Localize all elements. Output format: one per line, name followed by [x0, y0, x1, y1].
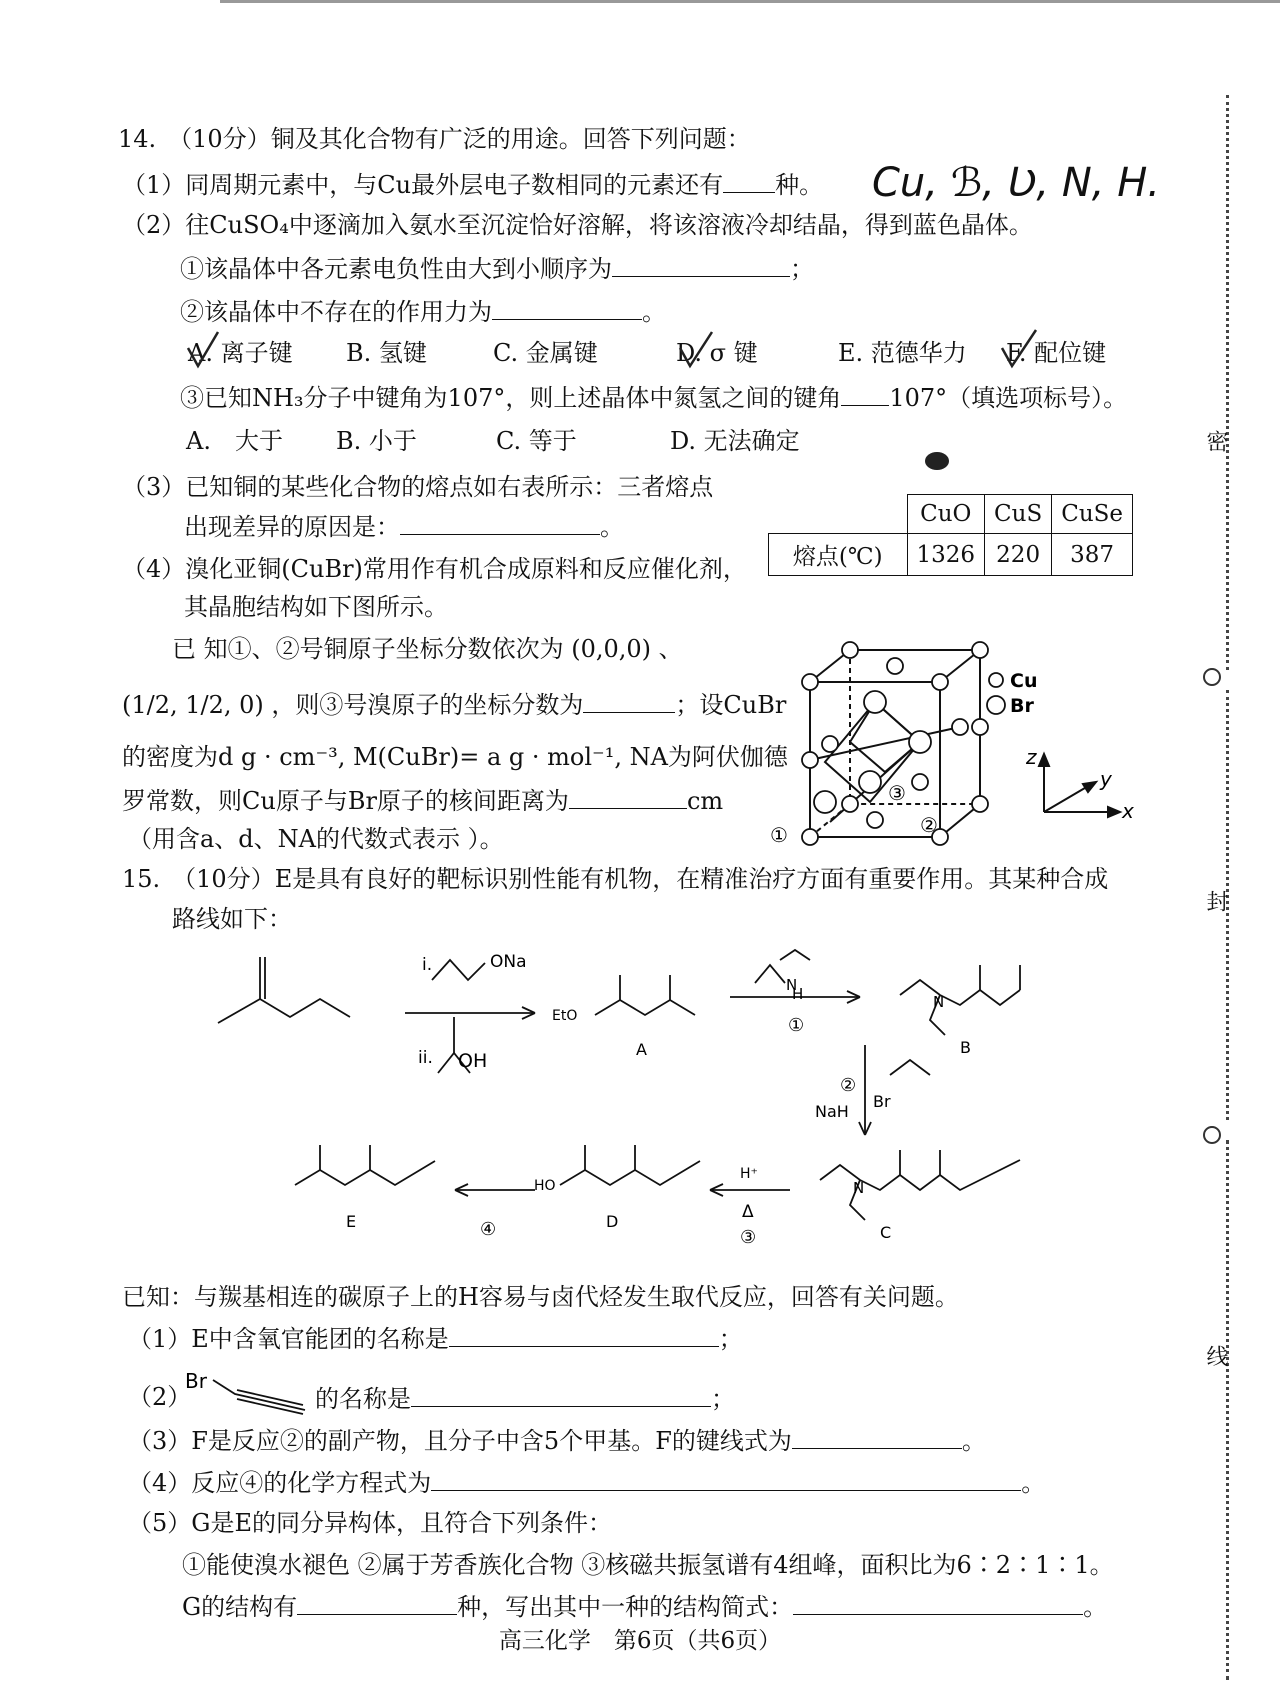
q14-part3-tail: 。 [600, 513, 624, 541]
option-a-ionic[interactable]: A. 离子键 [188, 339, 293, 367]
binding-label-feng: 封 [1203, 890, 1228, 912]
q14-part1-blank[interactable] [723, 170, 775, 193]
cell-label-1: ① [770, 823, 788, 847]
page-footer: 高三化学 第6页（共6页） [498, 1628, 782, 1654]
axis-z: z [1026, 745, 1037, 769]
legend-br: Br [1010, 695, 1034, 717]
table-header-cuo: CuO [907, 495, 985, 534]
q14-part4-dist-blank[interactable] [569, 786, 687, 809]
q15-sub5-g [182, 1592, 1107, 1622]
q15-sub1-tail: ； [718, 1325, 743, 1353]
q15-sub3-tail: 。 [961, 1427, 986, 1455]
q15-sub2-blank[interactable] [411, 1384, 711, 1407]
table-cell-cus: 220 [985, 534, 1052, 576]
binding-line-segment [1226, 95, 1229, 670]
q15-sub2-rest [315, 1384, 735, 1414]
q15-sub2-tail: ； [711, 1385, 735, 1413]
q14-part1 [122, 170, 823, 200]
option-f-coordinate[interactable]: F. 配位键 [1006, 339, 1107, 367]
binding-line-segment [1226, 1140, 1229, 1680]
q15-sub1-text: （1）E中含氧官能团的名称是 [128, 1325, 449, 1353]
melting-point-table [768, 494, 1133, 576]
binding-label-xian: 线 [1203, 1345, 1228, 1367]
axis-x: x [1122, 799, 1134, 823]
q14-part2-1-tail: ； [790, 255, 814, 283]
q15-sub1-blank[interactable] [449, 1324, 719, 1347]
q14-part4-coord-tail: ；设CuBr [675, 691, 787, 719]
binding-hole [1203, 1126, 1221, 1144]
q15-sub2-num: （2） [128, 1383, 192, 1411]
option-d-sigma[interactable]: D. σ 键 [676, 339, 758, 367]
reagent-ona: ONa [490, 952, 527, 972]
q15-sub5-g-text: G的结构有 [182, 1593, 298, 1621]
q14-part1-tail: 种。 [775, 171, 824, 199]
compound-a-label: A [636, 1040, 647, 1059]
q14-part2-3-tail: 107°（填选项标号）。 [889, 384, 1128, 412]
q15-sub5-structure-blank[interactable] [793, 1592, 1083, 1615]
axis-y: y [1100, 767, 1112, 791]
label-n-b: N [933, 993, 945, 1011]
q14-part4-line7: （用含a、d、NA的代数式表示 ）。 [128, 825, 504, 853]
binding-label-mi: 密 [1203, 430, 1228, 452]
step-3-heat: Δ [742, 1202, 754, 1222]
q14-part4-dist-tail: cm [686, 787, 724, 815]
table-header-cuse: CuSe [1052, 495, 1133, 534]
q14-part4-line4 [122, 690, 786, 720]
option-b-less[interactable]: B. 小于 [336, 427, 417, 455]
q14-part2-3 [180, 383, 1127, 413]
compound-c-label: C [880, 1223, 892, 1242]
table-row-label: 熔点(℃) [769, 534, 908, 576]
option-e-vdw[interactable]: E. 范德华力 [838, 339, 967, 367]
reagent-i: i. [422, 955, 433, 975]
q15-sub2-text: 的名称是 [315, 1385, 411, 1413]
reagent-oh: OH [458, 1050, 488, 1072]
q15-sub4-text: （4）反应④的化学方程式为 [128, 1469, 432, 1497]
handwritten-note-elements: Cu, ℬ, Ʋ, N, H. [872, 160, 1160, 206]
cell-label-3: ③ [888, 781, 906, 805]
option-c-metallic[interactable]: C. 金属键 [493, 339, 598, 367]
q14-part4-line1: （4）溴化亚铜(CuBr)常用作有机合成原料和反应催化剂， [122, 555, 747, 583]
q14-part4-line2: 其晶胞结构如下图所示。 [184, 593, 448, 621]
step-1: ① [788, 1015, 805, 1036]
q15-sub1 [128, 1324, 743, 1354]
q15-title: 15. （10分）E是具有良好的靶标识别性能有机物，在精准治疗方面有重要作用。其某种合成 [122, 865, 1109, 893]
q15-sub4-tail: 。 [1021, 1469, 1046, 1497]
legend-cu: Cu [1010, 670, 1038, 692]
compound-e-label: E [346, 1212, 357, 1231]
q15-sub2 [128, 1384, 191, 1412]
q15-sub4-blank[interactable] [431, 1468, 1021, 1491]
table-header-row [769, 495, 1133, 534]
label-h-reagent: H [792, 985, 804, 1003]
q14-title: 14. （10分）铜及其化合物有广泛的用途。回答下列问题： [118, 125, 751, 153]
option-d-unknown[interactable]: D. 无法确定 [670, 427, 800, 455]
reagent-ii: ii. [418, 1048, 433, 1068]
q14-part2-1 [180, 254, 814, 284]
q14-part2-2-text: ②该晶体中不存在的作用力为 [180, 298, 492, 326]
cell-label-2: ② [920, 813, 938, 837]
q15-sub3-blank[interactable] [792, 1426, 962, 1449]
q14-part3-line2 [184, 512, 624, 542]
label-n-c: N [853, 1179, 865, 1197]
q14-part4-dist-text: 罗常数，则Cu原子与Br原子的核间距离为 [122, 787, 569, 815]
q14-part4-coord-blank[interactable] [583, 690, 675, 713]
compound-d-label: D [606, 1212, 619, 1231]
q14-part1-text: （1）同周期元素中，与Cu最外层电子数相同的元素还有 [122, 171, 724, 199]
table-header-cus: CuS [985, 495, 1052, 534]
q15-sub5-g-tail: 。 [1083, 1593, 1108, 1621]
q14-part2-1-blank[interactable] [612, 254, 790, 277]
scan-top-edge [220, 0, 1280, 3]
option-a-greater[interactable]: A. 大于 [186, 427, 283, 455]
q14-part2: （2）往CuSO₄中逐滴加入氨水至沉淀恰好溶解，将该溶液冷却结晶，得到蓝色晶体。 [122, 211, 1033, 239]
q15-known: 已知：与羰基相连的碳原子上的H容易与卤代烃发生取代反应，回答有关问题。 [122, 1283, 959, 1311]
q14-part2-3-text: ③已知NH₃分子中键角为107°，则上述晶体中氮氢之间的键角 [180, 384, 842, 412]
q14-part2-3-blank[interactable] [841, 383, 889, 406]
synthesis-route-scheme [200, 935, 1060, 1275]
table-header-empty [769, 495, 908, 534]
q15-sub5-conditions: ①能使溴水褪色 ②属于芳香族化合物 ③核磁共振氢谱有4组峰，面积比为6∶2∶1∶1。 [182, 1551, 1114, 1579]
q14-part2-2 [180, 297, 666, 327]
binding-hole [1203, 668, 1221, 686]
q14-part2-2-tail: 。 [642, 298, 666, 326]
q15-sub5: （5）G是E的同分异构体，且符合下列条件： [128, 1509, 612, 1537]
label-eto: EtO [552, 1008, 578, 1024]
q14-part3-blank[interactable] [400, 512, 600, 535]
table-row [769, 534, 1133, 576]
step-3: ③ [740, 1227, 757, 1248]
handwritten-checkmarks [180, 326, 1080, 376]
step-2-br: Br [873, 1092, 891, 1111]
label-n-reagent: N [786, 976, 798, 994]
step-2: ② [840, 1075, 857, 1096]
step-3-acid: H⁺ [740, 1166, 758, 1182]
q14-part3-line1: （3）已知铜的某些化合物的熔点如右表所示：三者熔点 [122, 473, 714, 501]
step-4: ④ [480, 1219, 497, 1240]
q15-sub5-g-mid: 种，写出其中一种的结构简式： [457, 1593, 794, 1621]
table-cell-cuse: 387 [1052, 534, 1133, 576]
q15-sub3 [128, 1426, 986, 1456]
ink-blot [925, 452, 949, 470]
q15-title-line2: 路线如下： [172, 905, 292, 933]
q15-sub5-count-blank[interactable] [297, 1592, 457, 1615]
q14-part2-1-text: ①该晶体中各元素电负性由大到小顺序为 [180, 255, 612, 283]
table-cell-cuo: 1326 [907, 534, 985, 576]
label-ho: HO [534, 1178, 556, 1194]
q14-part4-line6 [122, 786, 723, 816]
q14-part4-line5: 的密度为d g · cm⁻³, M(CuBr)= a g · mol⁻¹, NA为阿伏伽德 [122, 743, 788, 771]
q15-sub4 [128, 1468, 1045, 1498]
q15-sub3-text: （3）F是反应②的副产物，且分子中含5个甲基。F的键线式为 [128, 1427, 792, 1455]
cubr-unit-cell-diagram [770, 632, 1140, 847]
compound-b-label: B [960, 1038, 971, 1057]
q14-part4-line3: 已 知①、②号铜原子坐标分数依次为 (0,0,0) 、 [172, 635, 683, 663]
option-b-hbond[interactable]: B. 氢键 [346, 339, 427, 367]
q14-part2-2-blank[interactable] [492, 297, 642, 320]
q14-part3-text: 出现差异的原因是： [184, 513, 400, 541]
step-2-nah: NaH [815, 1102, 849, 1121]
propargyl-bromide-structure [185, 1366, 315, 1416]
label-br-structure: Br [185, 1369, 207, 1393]
option-c-equal[interactable]: C. 等于 [496, 427, 577, 455]
q14-part4-coord-text: (1/2, 1/2, 0) ，则③号溴原子的坐标分数为 [122, 691, 584, 719]
